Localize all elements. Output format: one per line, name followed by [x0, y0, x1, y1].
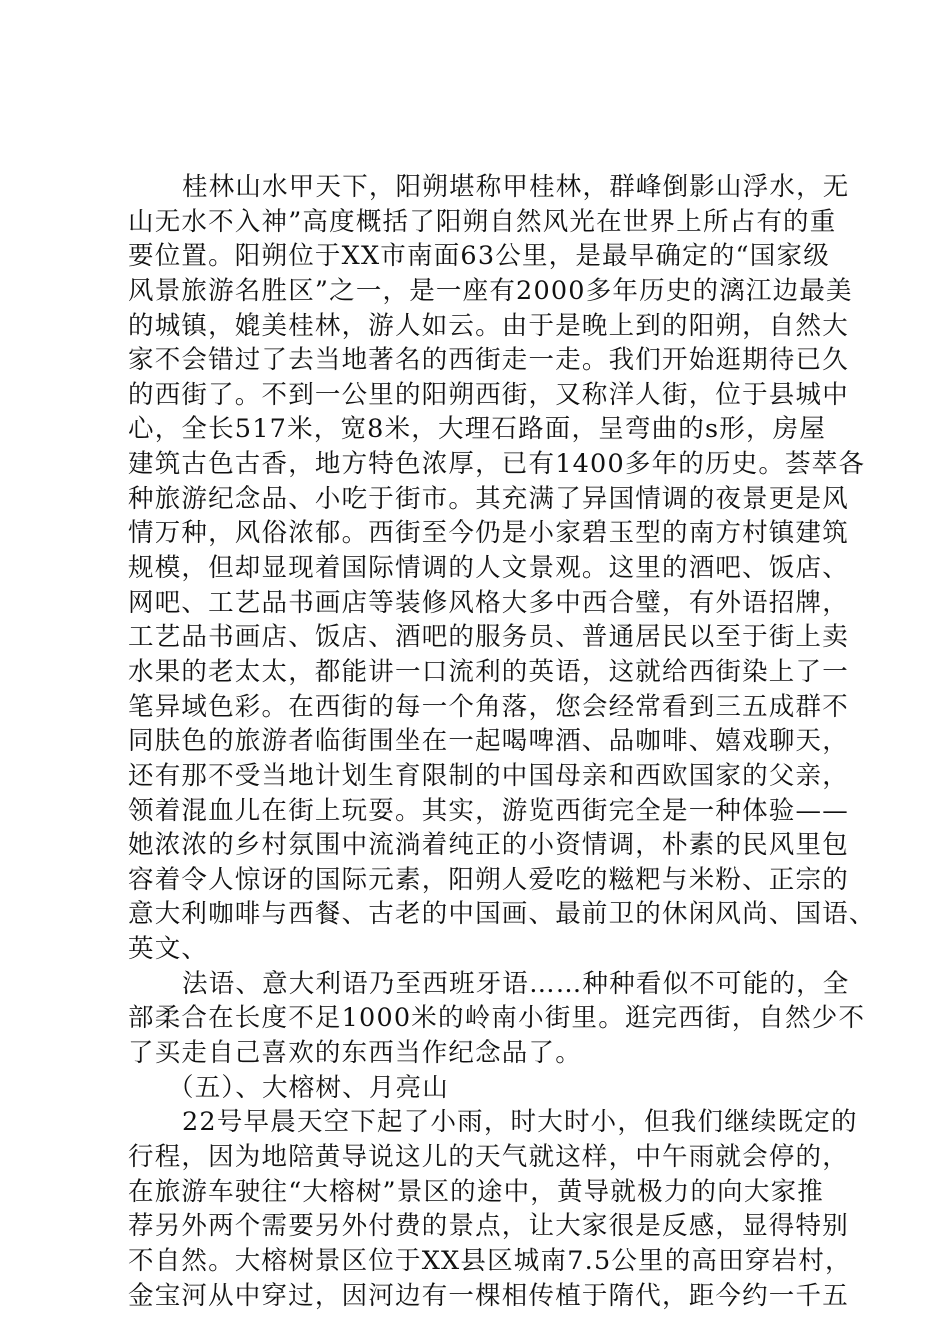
body-text	[128, 170, 876, 1313]
paragraph-line: 规模，但却显现着国际情调的人文景观。这里的酒吧、饭店、	[128, 553, 849, 584]
paragraph-line: 金宝河从中穿过，因河边有一棵相传植于隋代，距今约一千五	[128, 1280, 849, 1311]
paragraph-line: 种旅游纪念品、小吃于街市。其充满了异国情调的夜景更是风	[128, 483, 849, 514]
paragraph-line: 情万种，风俗浓郁。西街至今仍是小家碧玉型的南方村镇建筑	[128, 518, 849, 549]
paragraph-line: 她浓浓的乡村氛围中流淌着纯正的小资情调，朴素的民风里包	[128, 830, 849, 861]
paragraph-line: 水果的老太太，都能讲一口流利的英语，这就给西街染上了一	[128, 656, 849, 687]
paragraph-line: 风景旅游名胜区”之一，是一座有2000多年历史的漓江边最美	[128, 275, 853, 306]
paragraph-line: 容着令人惊讶的国际元素，阳朔人爱吃的糍粑与米粉、正宗的	[128, 864, 849, 895]
paragraph-line: 不自然。大榕树景区位于XX县区城南7.5公里的高田穿岩村，	[128, 1245, 852, 1276]
paragraph-line: 的西街了。不到一公里的阳朔西街，又称洋人街，位于县城中	[128, 379, 849, 410]
paragraph-line: 网吧、工艺品书画店等装修风格大多中西合璧，有外语招牌，	[128, 587, 849, 618]
section-heading: （五）、大榕树、月亮山	[168, 1072, 449, 1103]
paragraph-line: 行程，因为地陪黄导说这儿的天气就这样，中午雨就会停的，	[128, 1141, 849, 1172]
paragraph-line: 的城镇，媲美桂林，游人如云。由于是晚上到的阳朔，自然大	[128, 310, 849, 341]
paragraph-line: 要位置。阳朔位于XX市南面63公里，是最早确定的“国家级	[128, 241, 830, 272]
paragraph-line: 工艺品书画店、饭店、酒吧的服务员、普通居民以至于街上卖	[128, 622, 849, 653]
paragraph-line: 英文、	[128, 934, 209, 965]
paragraph-line: 笔异域色彩。在西街的每一个角落，您会经常看到三五成群不	[128, 691, 849, 722]
paragraph-line: 山无水不入神”高度概括了阳朔自然风光在世界上所占有的重	[128, 206, 837, 237]
paragraph-line: 同肤色的旅游者临街围坐在一起喝啤酒、品咖啡、嬉戏聊天，	[128, 726, 849, 757]
paragraph-line: 建筑古色古香，地方特色浓厚，已有1400多年的历史。荟萃各	[128, 449, 866, 480]
paragraph-line: 家不会错过了去当地著名的西街走一走。我们开始逛期待已久	[128, 345, 849, 376]
paragraph-line: 意大利咖啡与西餐、古老的中国画、最前卫的休闲风尚、国语、	[128, 899, 876, 930]
paragraph-line: 心，全长517米，宽8米，大理石路面，呈弯曲的s形，房屋	[128, 414, 827, 445]
paragraph-line: 在旅游车驶往“大榕树”景区的途中，黄导就极力的向大家推	[128, 1176, 824, 1207]
paragraph-line: 了买走自己喜欢的东西当作纪念品了。	[128, 1038, 582, 1069]
paragraph-line: 荐另外两个需要另外付费的景点，让大家很是反感，显得特别	[128, 1211, 849, 1242]
paragraph-line: 领着混血儿在街上玩耍。其实，游览西街完全是一种体验——	[128, 795, 849, 826]
paragraph-line: 法语、意大利语乃至西班牙语……种种看似不可能的，全	[182, 968, 850, 999]
paragraph-line: 还有那不受当地计划生育限制的中国母亲和西欧国家的父亲，	[128, 760, 849, 791]
paragraph-line: 部柔合在长度不足1000米的岭南小街里。逛完西街，自然少不	[128, 1003, 866, 1034]
paragraph-line: 桂林山水甲天下，阳朔堪称甲桂林，群峰倒影山浮水，无	[182, 172, 850, 202]
paragraph-line: 22号早晨天空下起了小雨，时大时小，但我们继续既定的	[182, 1107, 858, 1138]
